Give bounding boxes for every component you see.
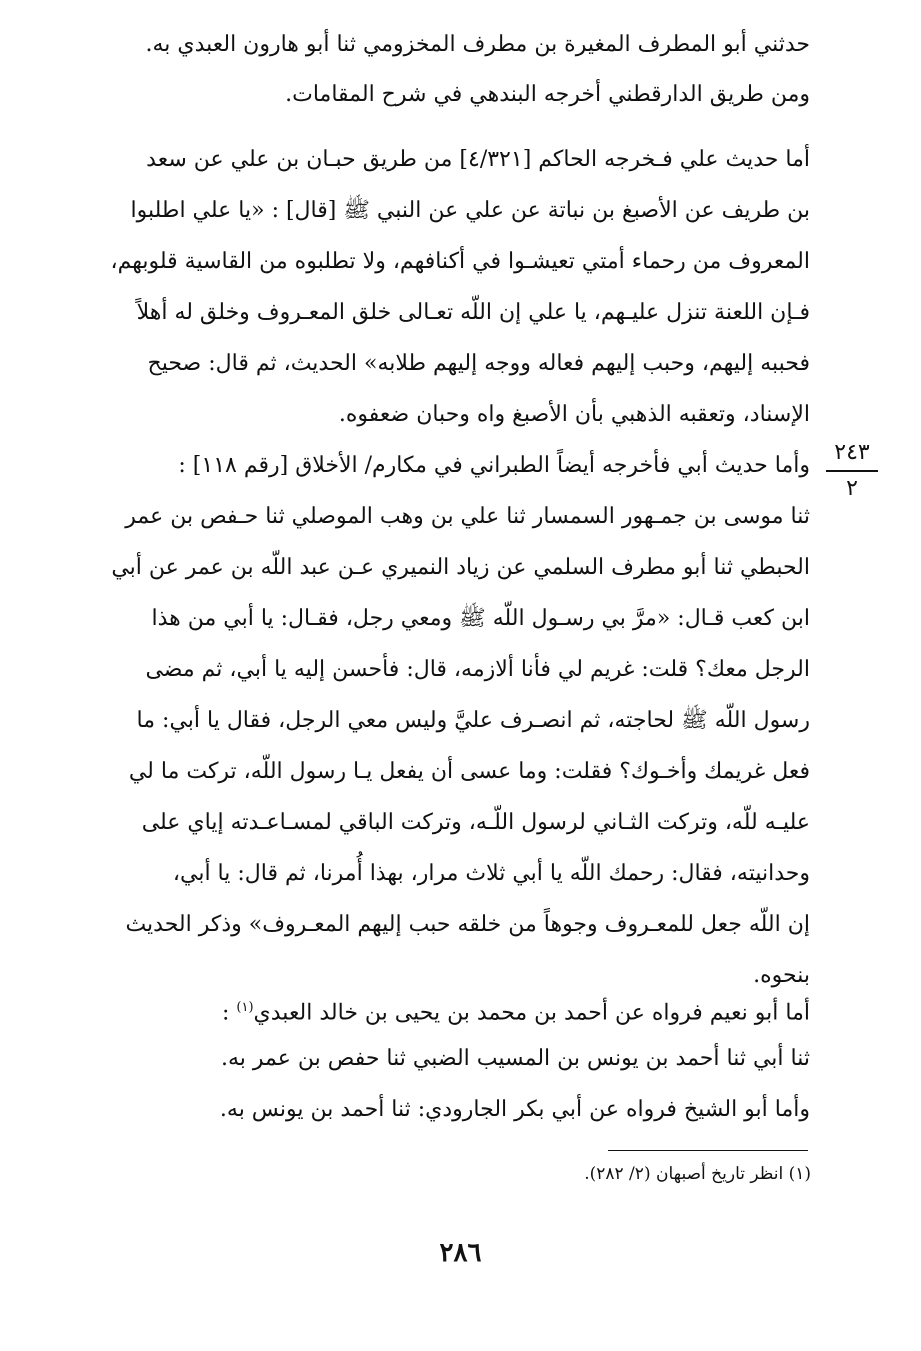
text-line: فـإن اللعنة تنزل عليـهم، يا علي إن اللّه تعـالى خلق المعـروف وخلق له أهلاً: [136, 300, 810, 325]
text-line: [95, 982, 810, 1033]
margin-ref-bottom: ٢: [846, 476, 858, 501]
text-line: رسول اللّه ﷺ لحاجته، ثم انصـرف عليَّ وليس معي الرجل، فقال يا أبي: ما: [136, 708, 810, 733]
text-segment: أما أبو نعيم فرواه عن أحمد بن محمد بن يحيى بن خالد العبدي: [253, 1000, 810, 1026]
text-line: ابن كعب قـال: «مرَّ بي رسـول اللّه ﷺ ومعي رجل، فقـال: يا أبي من هذا: [151, 606, 810, 631]
text-line: الحبطي ثنا أبو مطرف السلمي عن زياد النميري عـن عبد اللّه بن عمر عن أبي: [111, 555, 810, 580]
paragraph-abu-nuaym: [95, 982, 810, 1135]
text-line: فحببه إليهم، وحبب إليهم فعاله ووجه إليهم طلابه» الحديث، ثم قال: صحيح: [147, 351, 810, 376]
page-number: ٢٨٦: [439, 1238, 482, 1268]
margin-ref-top: ٢٤٣: [834, 440, 870, 465]
text-line: ثنا أبي ثنا أحمد بن يونس بن المسيب الضبي ثنا حفص بن عمر به.: [221, 1046, 810, 1071]
text-line: أما حديث علي فـخرجه الحاكم [٤/٣٢١] من طريق حبـان بن علي عن سعد: [146, 147, 810, 172]
text-line: ومن طريق الدارقطني أخرجه البندهي في شرح المقامات.: [285, 82, 810, 107]
margin-reference: [826, 438, 878, 504]
footnote-marker: (١): [236, 1000, 254, 1015]
text-line: الرجل معك؟ قلت: غريم لي فأنا ألازمه، قال: فأحسن إليه يا أبي، ثم مضى: [145, 657, 810, 682]
text-line: إن اللّه جعل للمعـروف وجوهاً من خلقه حبب إليهم المعـروف» وذكر الحديث: [125, 912, 810, 937]
text-line: وحدانيته، فقال: رحمك اللّه يا أبي ثلاث مرار، بهذا أُمرنا، ثم قال: يا أبي،: [172, 861, 810, 886]
margin-ref-divider: [826, 470, 878, 472]
text-line: المعروف من رحماء أمتي تعيشـوا في أكنافهم، ولا تطلبوه من القاسية قلوبهم،: [110, 249, 810, 274]
text-line: فعل غريمك وأخـوك؟ فقلت: وما عسى أن يفعل يـا رسول اللّه، تركت ما لي: [128, 759, 810, 784]
text-line: حدثني أبو المطرف المغيرة بن مطرف المخزومي ثنا أبو هارون العبدي به.: [145, 32, 810, 57]
text-line: بن طريف عن الأصبغ بن نباتة عن علي عن النبي ﷺ [قال] : «يا علي اطلبوا: [130, 198, 810, 223]
text-line: وأما أبو الشيخ فرواه عن أبي بكر الجارودي: ثنا أحمد بن يونس به.: [219, 1097, 810, 1122]
footnote: (١) انظر تاريخ أصبهان (٢/ ٢٨٢).: [584, 1164, 811, 1184]
text-line: الإسناد، وتعقبه الذهبي بأن الأصبغ واه وحبان ضعفوه.: [338, 402, 810, 427]
text-line: عليـه للّه، وتركت الثـاني لرسول اللّـه، وتركت الباقي لمسـاعـدته إياي على: [141, 810, 810, 835]
paragraph-intro: [95, 20, 810, 120]
footnote-divider: [608, 1150, 808, 1151]
text-line: وأما حديث أبي فأخرجه أيضاً الطبراني في مكارم/ الأخلاق [رقم ١١٨] :: [178, 453, 810, 478]
paragraph-ubayy: [95, 440, 810, 1001]
paragraph-ali: [95, 134, 810, 440]
text-segment: :: [221, 1000, 237, 1026]
text-line: بنحوه.: [753, 963, 810, 988]
text-line: ثنا موسى بن جمـهور السمسار ثنا علي بن وهب الموصلي ثنا حـفص بن عمر: [125, 504, 810, 529]
